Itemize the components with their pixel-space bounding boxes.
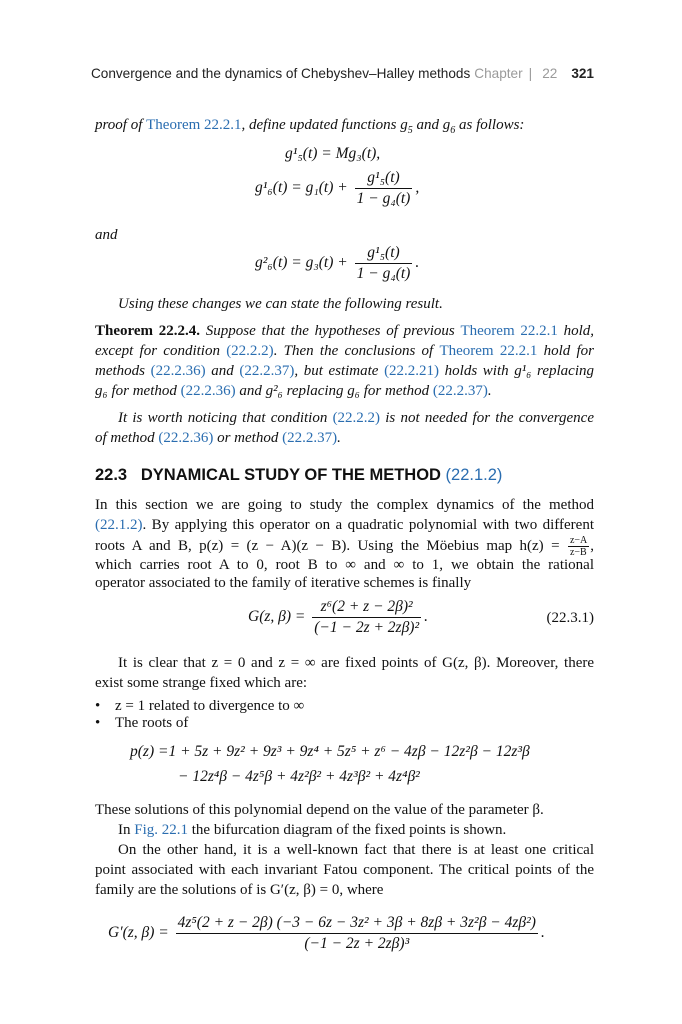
bullet-icon: • [95,715,101,731]
bullet-icon: • [95,698,101,714]
theorem-text: methods [95,363,151,379]
numerator: g¹₅(t) [355,243,413,264]
theorem-line-3 [95,361,594,381]
para-text: . By applying this operator on a quadratic polynomial with two different [142,517,594,533]
numerator: g¹₅(t) [355,168,413,189]
theorem-line-4 [95,381,594,401]
eq-lhs: G(z, β) = [248,608,310,626]
theorem-text: . Then the conclusions of [273,343,440,359]
section-title: DYNAMICAL STUDY OF THE METHOD [140,466,441,484]
equation-g6-2 [255,243,419,284]
denominator: 1 − g₄(t) [356,190,411,207]
eq-lhs: g²₆(t) = g₃(t) + [255,254,352,272]
theorem-label: Theorem 22.2.4. [95,323,201,339]
section-number: 22.3 [95,466,128,484]
and-word: and [95,227,118,243]
equation-link[interactable]: (22.2.37) [239,363,295,379]
theorem-text: g₆ for method [95,383,181,399]
para-text: roots A and B, p(z) = (z − A)(z − B). Using the Möebius map h(z) = [95,537,567,554]
theorem-text: . [487,383,492,399]
polynomial-line-2: − 12z⁴β − 4z⁵β + 4z²β² + 4z³β² + 4z⁴β² [178,768,420,785]
equation-link[interactable]: (22.2.36) [180,383,236,399]
theorem-line-1 [95,321,594,341]
theorem-text: and [205,363,240,379]
subscript: 6 [450,125,456,136]
bullet-text: z = 1 related to divergence to ∞ [115,698,305,714]
equation-link[interactable]: (22.2.37) [432,383,488,399]
para1-line-1: In this section we are going to study the complex dynamics of the method [95,497,594,513]
theorem-text: except for condition [95,343,227,359]
fraction [312,597,421,638]
figure-link[interactable]: Fig. 22.1 [134,822,189,838]
bullet-item [95,715,188,732]
intro-text: proof of [95,117,147,133]
numerator: z−A [569,535,588,546]
para1-line-5: operator associated to the family of iterative schemes is finally [95,575,472,591]
section-heading [95,466,594,485]
theorem-text: hold, [557,323,595,339]
eq-tail: . [415,254,420,272]
equation-g6-1 [255,168,419,209]
denominator: 1 − g₄(t) [356,265,411,282]
equation-link[interactable]: (22.1.2) [445,466,503,484]
equation-link[interactable]: (22.2.36) [158,430,214,446]
theorem-line-2 [95,341,594,361]
eq-tail: , [415,179,420,197]
bullet-text: The roots of [115,715,189,731]
equation-number: (22.3.1) [546,610,594,626]
intro-text: as follows: [455,117,525,133]
intro-text: , define updated functions g [241,117,408,133]
using-sentence: Using these changes we can state the following result. [118,296,443,312]
theorem-text: and g²₆ replacing g₆ for method [235,383,433,399]
equation-link[interactable]: (22.2.36) [150,363,206,379]
equation-g5: g¹₅(t) = Mg₃(t), [285,145,381,162]
bullet-item [95,698,304,715]
denominator: (−1 − 2z + 2zβ)³ [304,935,410,952]
para3-line-5: family are the solutions of is G′(z, β) = 0, where [95,882,384,898]
denominator: z−B [569,547,587,558]
para3-line-1: These solutions of this polynomial depend on the value of the parameter β. [95,802,544,818]
theorem-text: , but estimate [294,363,385,379]
theorem-text: holds with g¹₆ replacing [439,363,594,379]
equation-G [248,597,428,638]
denominator: (−1 − 2z + 2zβ)² [314,619,420,636]
polynomial-line-1: p(z) =1 + 5z + 9z² + 9z³ + 9z⁴ + 5z⁵ + z⁶ − 4zβ − 12z²β − 12z³β [130,743,530,760]
theorem-text: Suppose that the hypotheses of previous [205,323,461,339]
notice-text: . [337,430,341,446]
intro-line [95,115,594,141]
para2-line-2: exist some strange fixed which are: [95,675,308,691]
theorem-link[interactable]: Theorem 22.2.1 [460,323,558,339]
para1-line-4: which carries root A to 0, root B to ∞ and ∞ to 1, we obtain the rational [95,557,594,573]
numerator: z⁶(2 + z − 2β)² [312,597,421,618]
running-title: Convergence and the dynamics of Chebyshev–Halley methods [90,66,471,81]
subscript: 5 [407,125,413,136]
para-text: In [118,822,135,838]
fraction [355,243,413,284]
theorem-link[interactable]: Theorem 22.2.1 [146,117,242,133]
para-text: , [590,537,594,554]
notice-text: is not needed for the convergence [380,410,594,426]
notice-text: It is worth noticing that condition [118,410,333,426]
notice-text: of method [95,430,159,446]
fraction [176,913,538,954]
equation-link[interactable]: (22.2.2) [332,410,381,426]
equation-link[interactable]: (22.2.2) [226,343,274,359]
intro-text: and g [412,117,451,133]
equation-G-prime [108,913,545,954]
running-header [90,66,594,81]
chapter-number: 22 [542,66,558,81]
theorem-text: hold for [537,343,594,359]
eq-lhs: g¹₆(t) = g₁(t) + [255,179,352,197]
numerator: 4z⁵(2 + z − 2β) (−3 − 6z − 3z² + 3β + 8zβ + 3z²β − 4zβ²) [176,913,538,934]
para-text: the bifurcation diagram of the fixed points is shown. [188,822,507,838]
header-separator: | [528,66,533,81]
eq-tail: . [424,608,428,626]
fraction [355,168,413,209]
theorem-link[interactable]: Theorem 22.2.1 [439,343,538,359]
para1-line-2 [95,515,594,535]
eq-lhs: G′(z, β) = [108,924,173,942]
para3-line-2 [118,820,594,840]
para3-line-4: point associated with each invariant Fatou component. The critical points of the [95,862,594,878]
notice-line-2 [95,428,594,448]
notice-line-1 [118,408,594,428]
para3-line-3: On the other hand, it is a well-known fact that there is at least one critical [118,842,594,858]
para2-line-1: It is clear that z = 0 and z = ∞ are fixed points of G(z, β). Moreover, there [118,655,594,671]
eq-tail: . [540,924,545,942]
page-number: 321 [571,66,594,81]
equation-link[interactable]: (22.2.21) [384,363,440,379]
chapter-label: Chapter [474,66,523,81]
equation-link[interactable]: (22.1.2) [95,517,143,533]
equation-link[interactable]: (22.2.37) [282,430,338,446]
notice-text: or method [213,430,283,446]
